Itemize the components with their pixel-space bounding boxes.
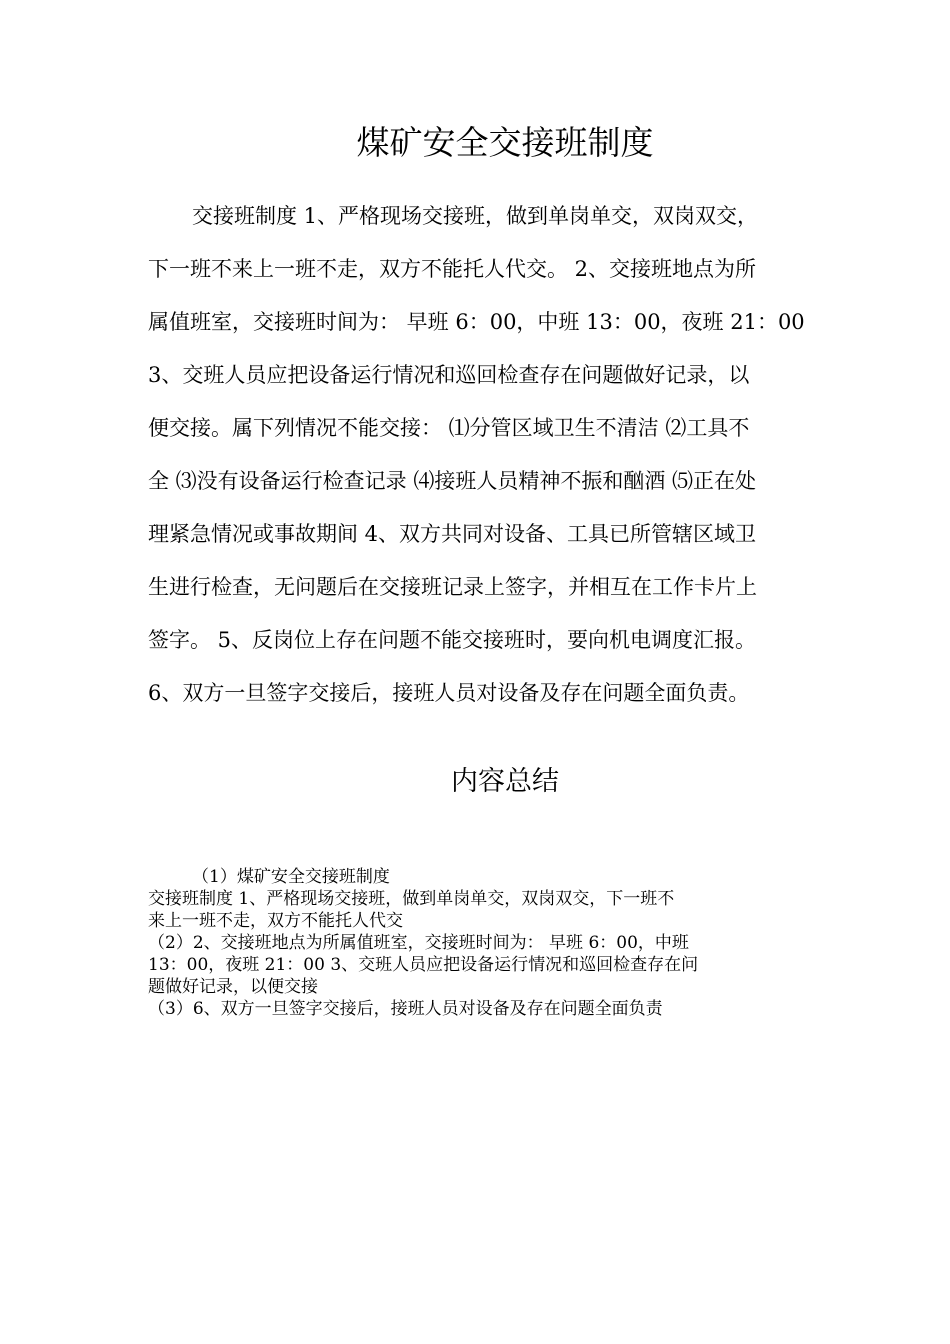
summary-line: 来上一班不走，双方不能托人代交 <box>148 911 403 931</box>
summary-line: 题做好记录，以便交接 <box>148 977 318 997</box>
body-line: 便交接。属下列情况不能交接： ⑴分管区域卫生不清洁 ⑵工具不 <box>148 416 750 440</box>
body-line: 签字。 5、反岗位上存在问题不能交接班时，要向机电调度汇报。 <box>148 628 757 652</box>
summary-line: 交接班制度 1、严格现场交接班，做到单岗单交，双岗双交，下一班不 <box>148 889 675 909</box>
document-title: 煤矿安全交接班制度 <box>356 123 654 162</box>
summary-section <box>148 866 808 1020</box>
summary-heading: 内容总结 <box>451 766 559 797</box>
body-line: 生进行检查，无问题后在交接班记录上签字，并相互在工作卡片上 <box>148 575 757 599</box>
summary-line: （1）煤矿安全交接班制度 <box>192 867 390 887</box>
body-line: 交接班制度 1、严格现场交接班，做到单岗单交，双岗双交， <box>192 204 759 228</box>
summary-line: （2）2、交接班地点为所属值班室，交接班时间为： 早班 6：00，中班 <box>148 933 689 953</box>
body-line: 理紧急情况或事故期间 4、双方共同对设备、工具已所管辖区域卫 <box>148 522 757 546</box>
body-line: 6、双方一旦签字交接后，接班人员对设备及存在问题全面负责。 <box>148 681 750 705</box>
body-line: 下一班不来上一班不走，双方不能托人代交。 2、交接班地点为所 <box>148 257 757 281</box>
body-line: 3、交班人员应把设备运行情况和巡回检查存在问题做好记录，以 <box>148 363 750 387</box>
body-line: 属值班室，交接班时间为： 早班 6：00，中班 13：00，夜班 21：00 <box>148 310 805 334</box>
summary-line: 13：00，夜班 21：00 3、交班人员应把设备运行情况和巡回检查存在问 <box>148 955 699 975</box>
summary-line: （3）6、双方一旦签字交接后，接班人员对设备及存在问题全面负责 <box>148 999 663 1019</box>
body-paragraph <box>148 190 808 720</box>
body-line: 全 ⑶没有设备运行检查记录 ⑷接班人员精神不振和酗酒 ⑸正在处 <box>148 469 757 493</box>
